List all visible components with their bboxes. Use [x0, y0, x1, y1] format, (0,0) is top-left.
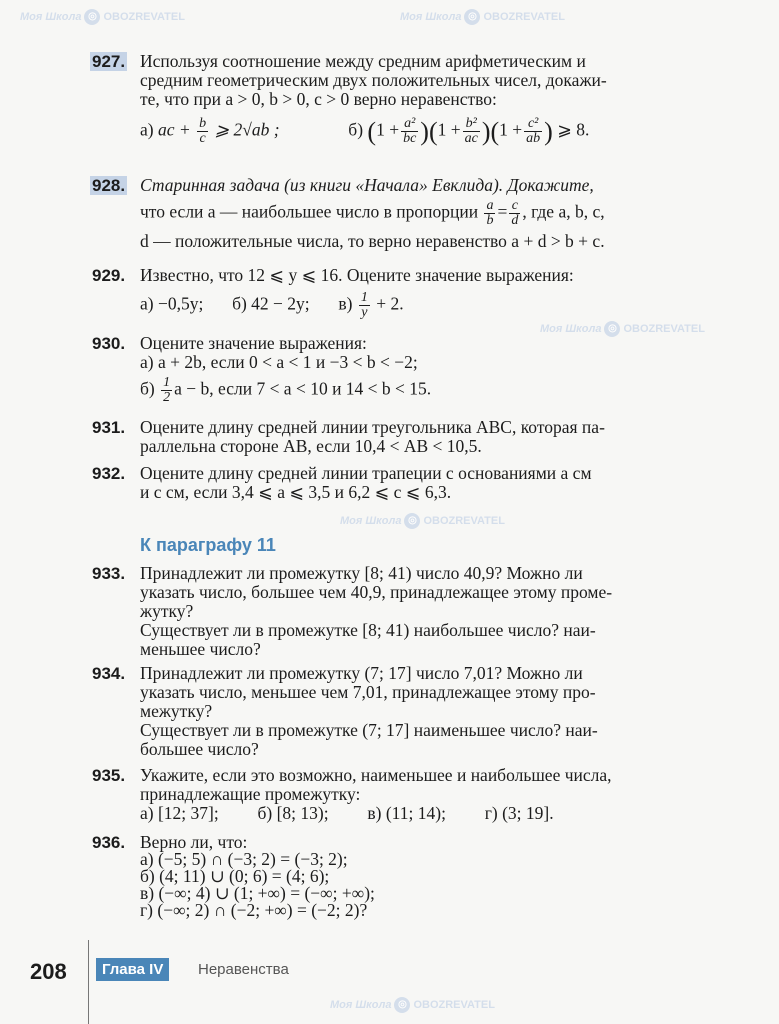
- fraction: $\frac{\text{c²}}{ab}$: [526, 116, 541, 146]
- problem-text: Используя соотношение между средним арифметическим и: [140, 51, 586, 71]
- part: б) 42 − 2y;: [232, 293, 310, 314]
- page-number: 208: [30, 959, 67, 984]
- footer-divider: [88, 940, 89, 1024]
- problem-text: указать число, меньшее чем 7,01, принадлежащее этому про-: [140, 682, 596, 702]
- problem-929: [92, 266, 732, 320]
- problem-927: [92, 52, 732, 146]
- problem-number: 936.: [92, 833, 126, 852]
- problem-item: г) (−∞; 2) ∩ (−2; +∞) = (−2; 2)?: [140, 900, 368, 920]
- fraction: $\frac{\text{a²}}{bc}$: [403, 116, 417, 146]
- problem-text: Существует ли в промежутке (7; 17] наименьшее число? наи-: [140, 720, 598, 740]
- problem-number: 929.: [92, 266, 126, 285]
- problem-text: а) a + 2b, если 0 < a < 1 и −3 < b < −2;: [140, 352, 418, 372]
- watermark: Моя Школа ◎ OBOZREVATEL: [330, 996, 495, 1015]
- problem-number: 933.: [92, 564, 126, 583]
- problem-text: Принадлежит ли промежутку [8; 41) число 40,9? Можно ли: [140, 563, 583, 583]
- problem-928: [92, 176, 732, 251]
- math-expr: ⩾ 8.: [557, 119, 590, 140]
- problem-932: [92, 464, 732, 502]
- math-expr: ⩾ 2√ab ;: [214, 119, 280, 140]
- problem-text: d — положительные числа, то верно неравенство a + d > b + c.: [140, 231, 605, 251]
- problem-934: [92, 664, 732, 759]
- problem-text: раллельна стороне AB, если 10,4 < AB < 10,5.: [140, 436, 482, 456]
- section-title: К параграфу 11: [140, 535, 276, 555]
- problem-number: 930.: [92, 334, 126, 353]
- fraction: $\frac{b}{c}$: [199, 116, 207, 146]
- part: б) [8; 13);: [257, 803, 329, 823]
- problem-text: жутку?: [140, 601, 194, 621]
- problem-number: 931.: [92, 418, 126, 437]
- part: г) (3; 19].: [484, 803, 554, 823]
- problem-933: [92, 564, 732, 659]
- problem-text: те, что при a > 0, b > 0, c > 0 верно неравенство:: [140, 89, 497, 109]
- problem-text: Оцените длину средней линии треугольника ABC, которая па-: [140, 417, 605, 437]
- part-label: в): [338, 293, 353, 314]
- part: а) [12; 37];: [140, 803, 219, 823]
- watermark: Моя Школа ◎ OBOZREVATEL: [540, 320, 705, 339]
- problem-text: и c см, если 3,4 ⩽ a ⩽ 3,5 и 6,2 ⩽ c ⩽ 6,3.: [140, 482, 452, 502]
- watermark: Моя Школа ◎ OBOZREVATEL: [340, 512, 505, 531]
- part: а) −0,5y;: [140, 293, 204, 314]
- watermark: Моя Школа ◎ OBOZREVATEL: [400, 8, 565, 27]
- part-label: б): [348, 119, 364, 140]
- problem-text: средним геометрическим двух положительных чисел, докажи-: [140, 70, 607, 90]
- fraction: $\frac{c}{d}$: [511, 198, 519, 228]
- problem-item: в) (−∞; 4) ∪ (1; +∞) = (−∞; +∞);: [140, 883, 375, 903]
- chapter-title: Неравенства: [198, 961, 289, 978]
- problem-text: Существует ли в промежутке [8; 41) наибольшее число? наи-: [140, 620, 596, 640]
- chapter-badge: Глава IV: [96, 958, 169, 981]
- fraction: $\frac{1}{y}$: [360, 290, 368, 320]
- problem-number: 927.: [92, 52, 126, 71]
- problem-number: 934.: [92, 664, 126, 683]
- math-expr: ac +: [157, 119, 191, 140]
- problem-text: Оцените длину средней линии трапеции с основаниями a см: [140, 463, 592, 483]
- problem-text: б) $\frac{1}{2}$ a − b, если 7 < a < 10 и 14 < b < 15.: [140, 375, 432, 405]
- problem-text: указать число, большее чем 40,9, принадлежащее этому проме-: [140, 582, 613, 602]
- problem-text: Старинная задача (из книги «Начала» Евклида). Докажите,: [140, 175, 594, 195]
- problem-931: [92, 418, 732, 456]
- watermark: Моя Школа ◎ OBOZREVATEL: [20, 8, 185, 27]
- problem-parts: [140, 804, 732, 823]
- fraction: $\frac{1}{2}$: [163, 375, 171, 405]
- problem-text: что если a — наибольшее число в пропорции $\frac{a}{b}$ = $\frac{c}{d}$ , где a, b, c,: [140, 198, 605, 228]
- problem-parts: [140, 291, 732, 320]
- problem-parts: а) ac + $\frac{b}{c}$ ⩾ 2√ab ; б) (1 + $\frac{\text{a²}}{bc}$ )(1 + $\frac{\text{b²}}{ac}$ )(1 + $\frac{\text{c²}}{ab}$ ) ⩾ 8.: [140, 116, 590, 146]
- fraction: $\frac{\text{b²}}{ac}$: [464, 116, 478, 146]
- problem-text: межутку?: [140, 701, 213, 721]
- part-label: а): [140, 119, 154, 140]
- problem-935: [92, 766, 732, 823]
- problem-text: Оцените значение выражения:: [140, 333, 367, 353]
- problem-number: 932.: [92, 464, 126, 483]
- problem-930: [92, 334, 732, 405]
- problem-text: Верно ли, что:: [140, 832, 248, 852]
- problem-text: Укажите, если это возможно, наименьшее и наибольшее числа,: [140, 765, 612, 785]
- problem-936: [92, 834, 732, 919]
- problem-text: принадлежащие промежутку:: [140, 784, 361, 804]
- problem-text: большее число?: [140, 739, 259, 759]
- problem-text: меньшее число?: [140, 639, 261, 659]
- problem-text: Известно, что 12 ⩽ y ⩽ 16. Оцените значение выражения:: [140, 265, 574, 285]
- problem-item: б) (4; 11) ∪ (0; 6) = (4; 6);: [140, 866, 330, 886]
- problem-number: 928.: [92, 176, 126, 195]
- part: в) (11; 14);: [367, 803, 446, 823]
- problem-item: а) (−5; 5) ∩ (−3; 2) = (−3; 2);: [140, 849, 348, 869]
- fraction: $\frac{a}{b}$: [486, 198, 494, 228]
- problem-text: Принадлежит ли промежутку (7; 17] число 7,01? Можно ли: [140, 663, 583, 683]
- problem-number: 935.: [92, 766, 126, 785]
- math-expr: + 2.: [376, 293, 404, 314]
